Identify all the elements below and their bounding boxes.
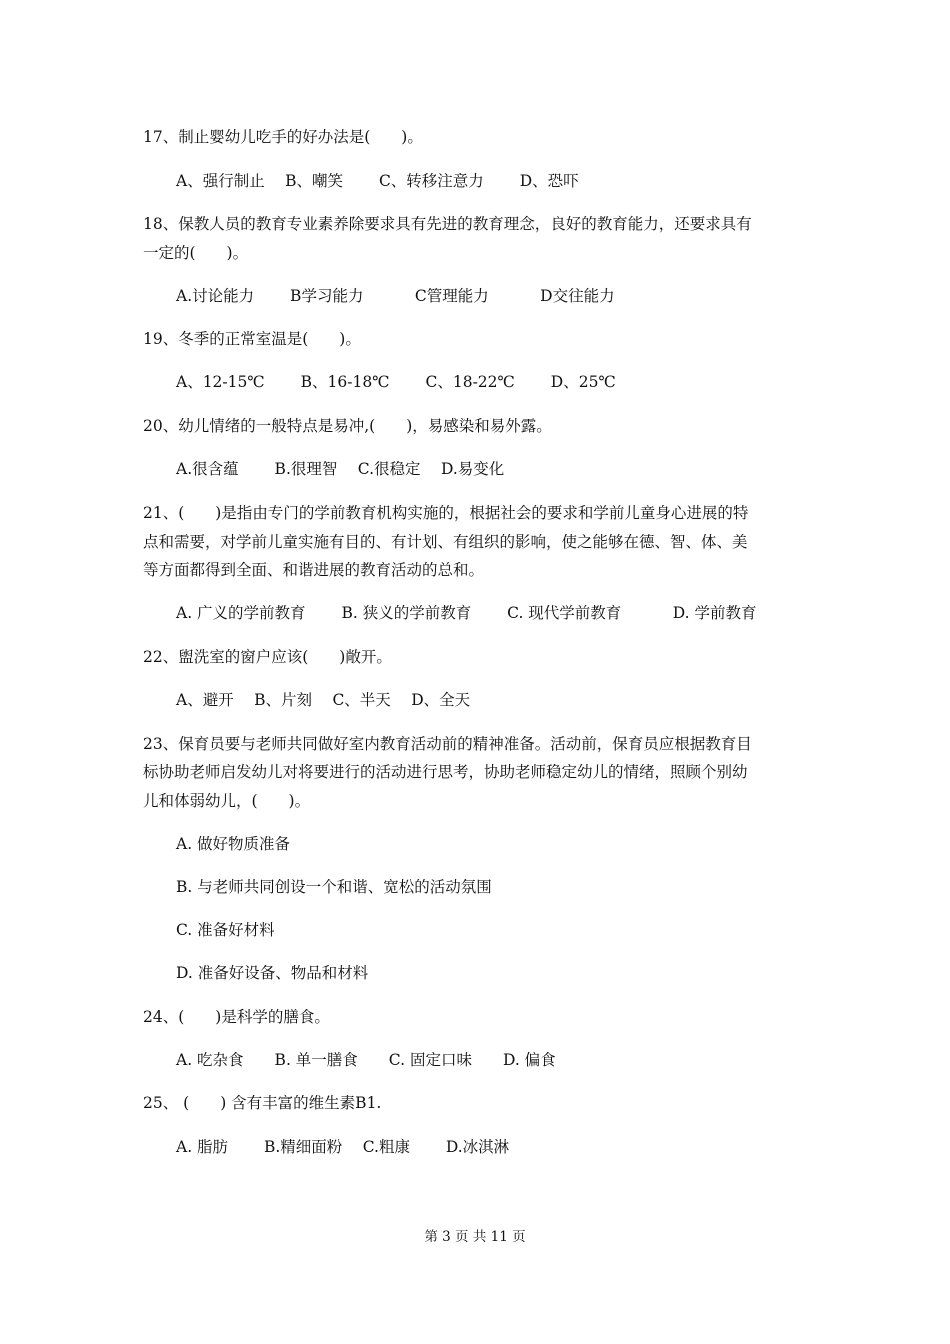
question-21-options: A. 广义的学前教育 B. 狭义的学前教育 C. 现代学前教育 D. 学前教育 [176, 604, 757, 622]
question-23-text-line-3: 儿和体弱幼儿，( )。 [143, 792, 311, 810]
question-22-options: A、避开 B、片刻 C、半天 D、全天 [176, 691, 471, 709]
question-20-text: 20、幼儿情绪的一般特点是易冲,( )，易感染和易外露。 [143, 417, 552, 435]
question-19-text: 19、冬季的正常室温是( )。 [143, 330, 361, 348]
question-18-options: A.讨论能力 B学习能力 C管理能力 D交往能力 [176, 287, 615, 305]
page-number-footer: 第 3 页 共 11 页 [424, 1229, 526, 1245]
question-21-text-line-1: 21、( )是指由专门的学前教育机构实施的，根据社会的要求和学前儿童身心进展的特 [143, 504, 749, 522]
question-17-text: 17、制止婴幼儿吃手的好办法是( )。 [143, 128, 423, 146]
question-23-text-line-1: 23、保育员要与老师共同做好室内教育活动前的精神准备。活动前，保育员应根据教育目 [143, 735, 752, 753]
question-17-options: A、强行制止 B、嘲笑 C、转移注意力 D、恐吓 [176, 172, 579, 190]
question-23-text-line-2: 标协助老师启发幼儿对将要进行的活动进行思考，协助老师稳定幼儿的情绪，照顾个别幼 [143, 763, 748, 781]
question-23-option-c: C. 准备好材料 [176, 921, 275, 939]
question-19-options: A、12-15℃ B、16-18℃ C、18-22℃ D、25℃ [176, 373, 616, 391]
question-24-options: A. 吃杂食 B. 单一膳食 C. 固定口味 D. 偏食 [176, 1051, 556, 1069]
question-22-text: 22、盥洗室的窗户应该( )敞开。 [143, 648, 392, 666]
question-24-text: 24、( )是科学的膳食。 [143, 1008, 330, 1026]
question-25-options: A. 脂肪 B.精细面粉 C.粗康 D.冰淇淋 [176, 1138, 510, 1156]
question-23-option-a: A. 做好物质准备 [176, 835, 291, 853]
question-21-text-line-3: 等方面都得到全面、和谐进展的教育活动的总和。 [143, 561, 485, 579]
question-18-text-line-2: 一定的( )。 [143, 244, 249, 262]
question-20-options: A.很含蕴 B.很理智 C.很稳定 D.易变化 [176, 460, 505, 478]
question-23-option-b: B. 与老师共同创设一个和谐、宽松的活动氛围 [176, 878, 492, 896]
question-21-text-line-2: 点和需要，对学前儿童实施有目的、有计划、有组织的影响，使之能够在德、智、体、美 [143, 533, 748, 551]
question-18-text-line-1: 18、保教人员的教育专业素养除要求具有先进的教育理念，良好的教育能力，还要求具有 [143, 215, 752, 233]
question-25-text: 25、 ( ) 含有丰富的维生素B1. [143, 1094, 382, 1112]
question-23-option-d: D. 准备好设备、物品和材料 [176, 964, 369, 982]
